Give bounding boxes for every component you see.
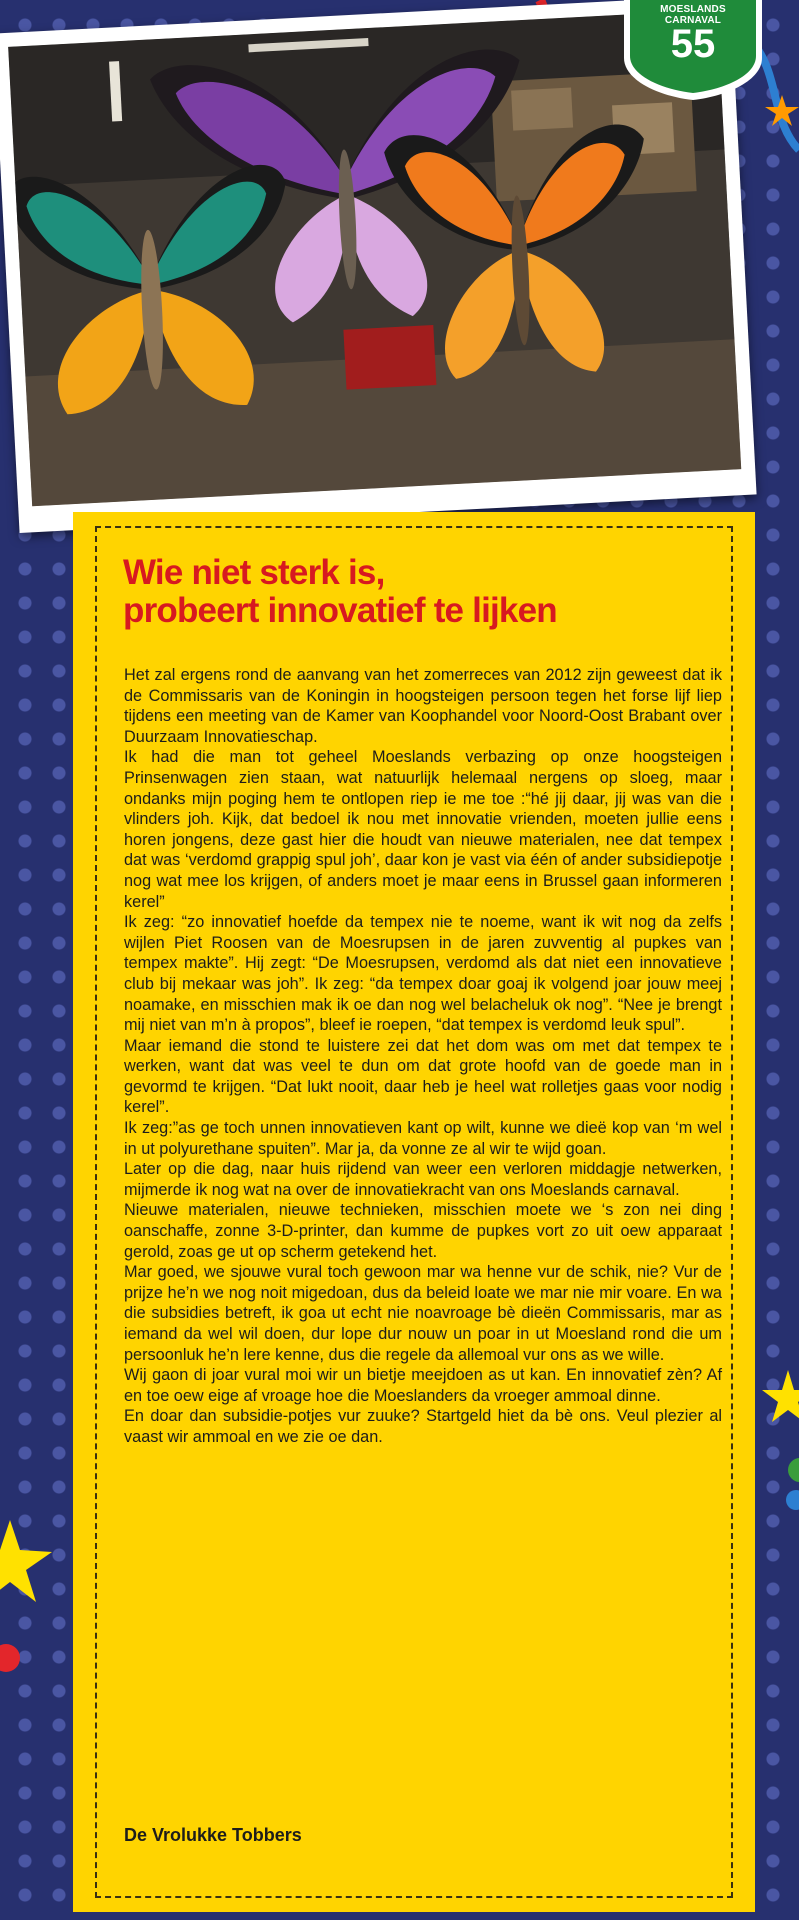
headline-line-1: Wie niet sterk is, — [123, 553, 385, 592]
paragraph: Nieuwe materialen, nieuwe technieken, misschien moete we ‘s zon nei ding oanschaffe, zonne 3-D-printer, dan kumme de pupkes vort zo uit oew apparaat gerold, zoas ge ut op scherm getekend het. — [124, 1201, 722, 1261]
yellow-star-icon — [0, 1520, 52, 1602]
paragraph: En doar dan subsidie-potjes vur zuuke? Startgeld hiet da bè ons. Veul plezier al vaast wir ammoal en we zie oe dan. — [124, 1407, 722, 1446]
paragraph: Het zal ergens rond de aanvang van het zomerreces van 2012 zijn geweest dat ik de Commissaris van de Koningin in hoogsteigen persoon tegen het forse lijf liep tijdens een meeting van de Kamer van Koophandel voor Noord-Oost Brabant over Duurzaam Innovatieschap. — [124, 666, 722, 746]
article-signature: De Vrolukke Tobbers — [124, 1825, 302, 1845]
article-body — [124, 665, 722, 1448]
paragraph: Mar goed, we sjouwe vural toch gewoon mar wa henne vur de schik, nie? Vur de prijze he’n we nog noit migedoan, dus da beleid loate we mar nie mir voare. En wa die subsidies betreft, ik goa ut echt nie noavroage bè dieën Commissaris, mar as iemand da wel wil doen, dur lope dur nouw un poar in ut Moesland rond die um persoonluk he’n lere kenne, dus die regele da allemoal vur ons as we wille. — [124, 1263, 722, 1364]
confetti-decoration-left — [0, 1500, 70, 1680]
paragraph: Ik zeg: “zo innovatief hoefde da tempex nie te noeme, want ik wit nog da zelfs wijlen Piet Roosen van de Moesrupsen in de jaren zuvventig al pupkes van tempex makte”. Hij zegt: “De Moesrupsen, verdomd als dat niet een innovatieve club bij mekaar was joh”. Ik zeg: “da tempex doar goaj ik volgend joar jouw meej noamake, en misschien mak ik oe dan nog wel belacheluk ok nog”. “Nee je brengt mij niet van m’n à propos”, bleef ie roepen, “dat tempex is verdomd leuk spul”. — [124, 913, 722, 1035]
paragraph: Ik zeg:”as ge toch unnen innovatieven kant op wilt, kunne we dieë kop van ‘m wel in ut polyurethane spuiten”. Mar ja, da vonne ze al wir te wijd goan. — [124, 1119, 722, 1158]
badge-number: 55 — [670, 22, 716, 66]
paragraph: Later op die dag, naar huis rijdend van weer een verloren middagje netwerken, mijmerde ik nog wat na over de innovatiekracht van ons Moeslands carnaval. — [124, 1160, 722, 1199]
blue-confetti-dot — [786, 1490, 799, 1510]
badge-title: MOESLANDS CARNAVAL — [660, 4, 726, 26]
yellow-star-icon — [762, 1370, 799, 1422]
headline-line-2: probeert innovatief te lijken — [123, 591, 557, 630]
paragraph: Wij gaon di joar vural moi wir un bietje meejdoen as ut kan. En innovatief zèn? Af en toe oew eige af vroage hoe die Moeslanders da vroeger ammoal dinne. — [124, 1366, 722, 1405]
green-confetti-dot — [788, 1458, 799, 1482]
confetti-decoration-right — [760, 1330, 799, 1530]
red-confetti-dot — [0, 1644, 20, 1672]
paragraph: Ik had die man tot geheel Moeslands verbazing op onze hoogsteigen Prinsenwagen zien staan, wat natuurlijk helemaal nergens op sloeg, maar ondanks mijn poging hem te ontlopen riep ie me toe :“hé jij daar, jij was van die vlinders joh. Kijk, dat bedoel ik nou met innovatie vrienden, moeten jullie eens horen jongens, deze gast hier die houdt van nieuwe materialen, nee dat tempex dat was ‘verdomd grappig spul joh’, daar kon je vast via één of ander subsidiepotje nog wat mee los krijgen, of anders moet je maar eens in Brussel gaan informeren kerel” — [124, 748, 722, 911]
article-headline — [123, 554, 723, 630]
article-box — [73, 512, 755, 1912]
paragraph: Maar iemand die stond te luistere zei dat het dom was om met dat tempex te werken, want dat was veel te dun om dat grote hoofd van de goede man in gevormd te krijgen. “Dat lukt nooit, daar heb je heel wat rolletjes gaas voor nodig kerel”. — [124, 1036, 722, 1117]
moeslands-carnaval-badge — [618, 0, 768, 100]
